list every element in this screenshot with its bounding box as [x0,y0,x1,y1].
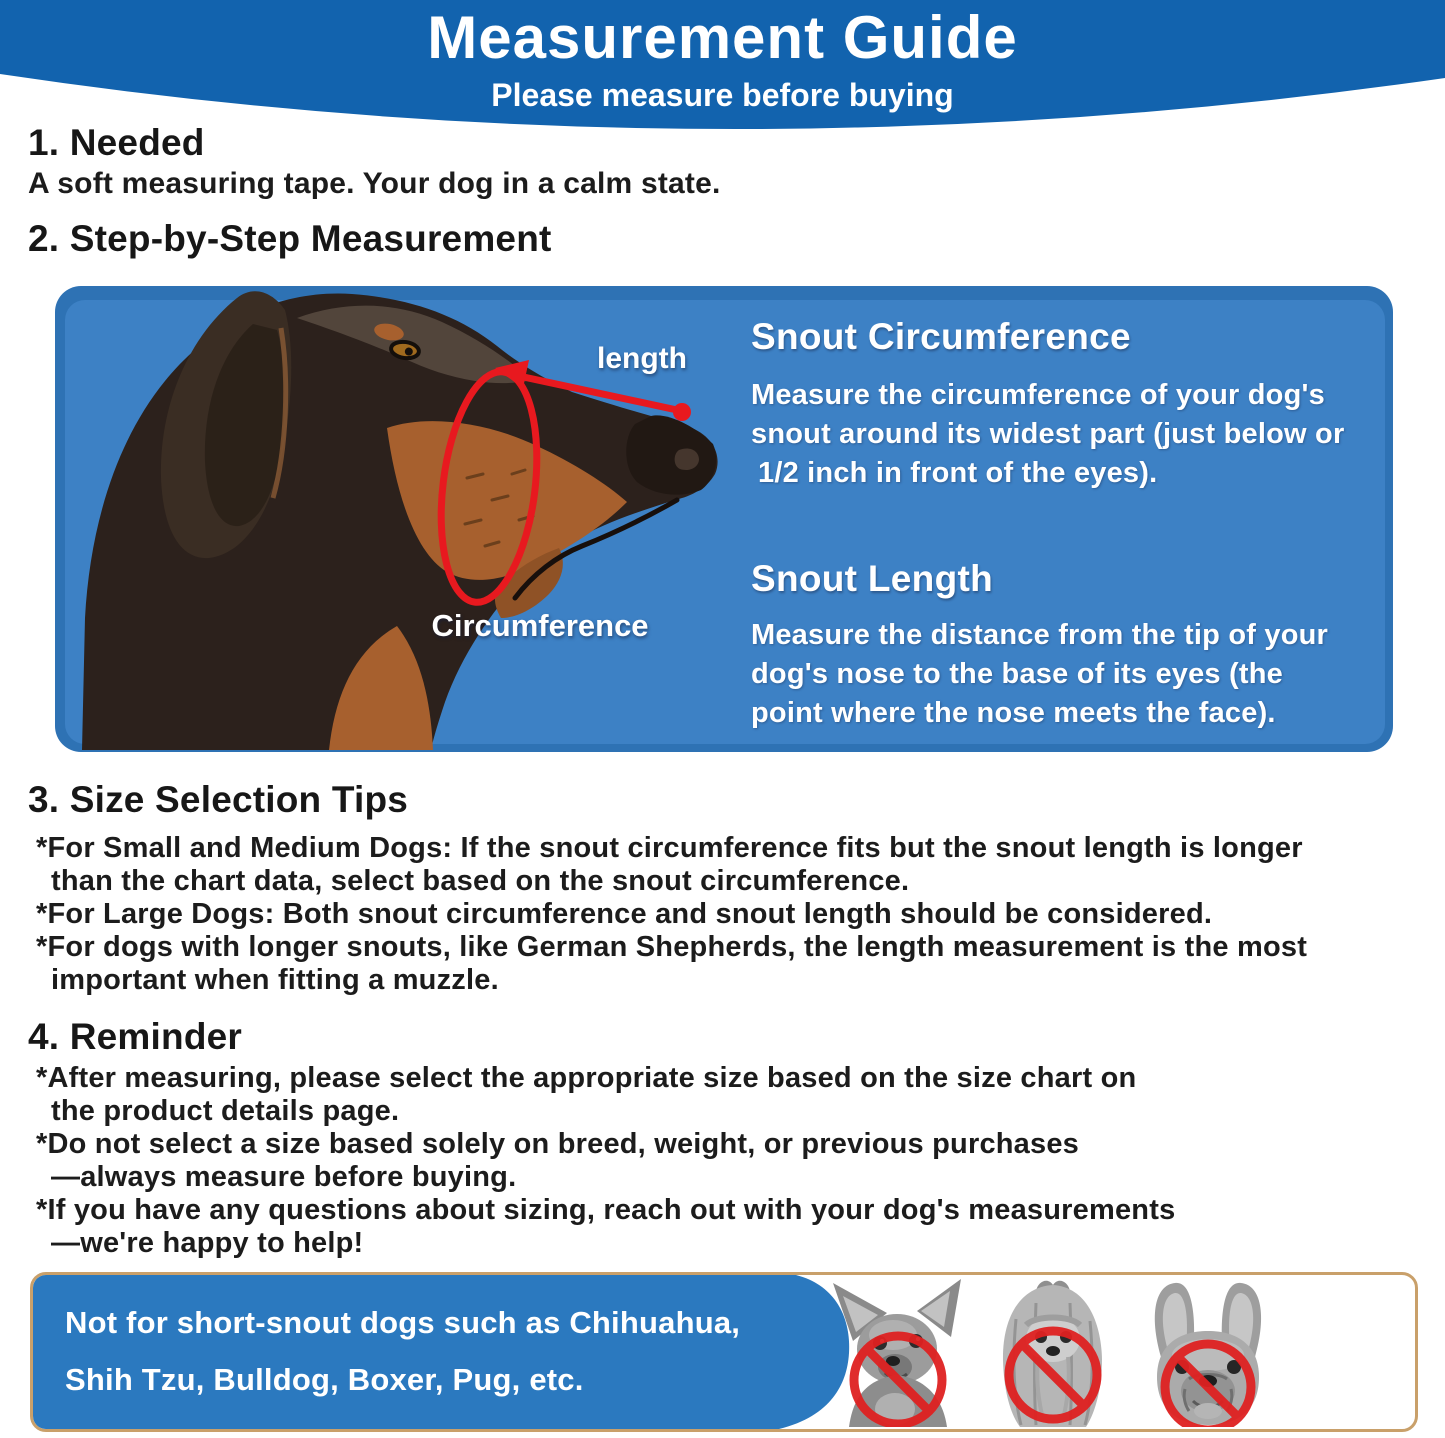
page-subtitle: Please measure before buying [491,77,954,113]
tip-line: important when fitting a muzzle. [51,964,499,996]
shih-tzu-photo [978,1277,1128,1427]
section-reminder-heading: 4. Reminder [28,1016,242,1057]
snout-length-heading: Snout Length [751,558,993,599]
section-tips-body [36,832,1307,997]
section-steps-heading: 2. Step-by-Step Measurement [28,218,552,259]
reminder-line: the product details page. [51,1095,400,1127]
length-label: length [597,342,687,375]
reminder-line: —always measure before buying. [51,1161,517,1193]
snout-circumference-body [751,376,1344,493]
reminder-line: *After measuring, please select the appropriate size based on the size chart on [36,1062,1137,1094]
warning-line: Shih Tzu, Bulldog, Boxer, Pug, etc. [65,1362,584,1397]
snout-circumference-line: Measure the circumference of your dog's [751,379,1325,411]
warning-blue-panel [33,1275,863,1429]
snout-circumference-line: 1/2 inch in front of the eyes). [758,457,1158,489]
page-title: Measurement Guide [427,4,1018,71]
section-reminder-body [36,1062,1175,1260]
section-tips-heading: 3. Size Selection Tips [28,779,409,820]
snout-circumference-heading: Snout Circumference [751,316,1131,357]
tip-line: *For Small and Medium Dogs: If the snout circumference fits but the snout length is longer [36,832,1303,864]
snout-length-line: Measure the distance from the tip of your [751,619,1329,651]
chihuahua-photo [823,1277,973,1427]
tip-line: *For dogs with longer snouts, like German Shepherds, the length measurement is the most [36,931,1308,963]
reminder-line: *If you have any questions about sizing, reach out with your dog's measurements [36,1194,1176,1226]
section-needed-heading: 1. Needed [28,122,205,163]
warning-box [30,1272,1418,1432]
section-needed-body: A soft measuring tape. Your dog in a calm state. [28,167,721,200]
snout-circumference-line: snout around its widest part (just below or [751,418,1345,450]
reminder-line: —we're happy to help! [51,1227,364,1259]
circumference-label: Circumference [431,608,649,643]
snout-length-body [751,616,1328,733]
snout-length-line: point where the nose meets the face). [751,697,1276,729]
tip-line: than the chart data, select based on the snout circumference. [51,865,910,897]
measurement-panel [55,286,1393,752]
tip-line: *For Large Dogs: Both snout circumference and snout length should be considered. [36,898,1213,930]
reminder-line: *Do not select a size based solely on breed, weight, or previous purchases [36,1128,1079,1160]
french-bulldog-photo [1133,1277,1283,1427]
snout-length-line: dog's nose to the base of its eyes (the [751,658,1283,690]
warning-line: Not for short-snout dogs such as Chihuahua, [65,1305,741,1340]
